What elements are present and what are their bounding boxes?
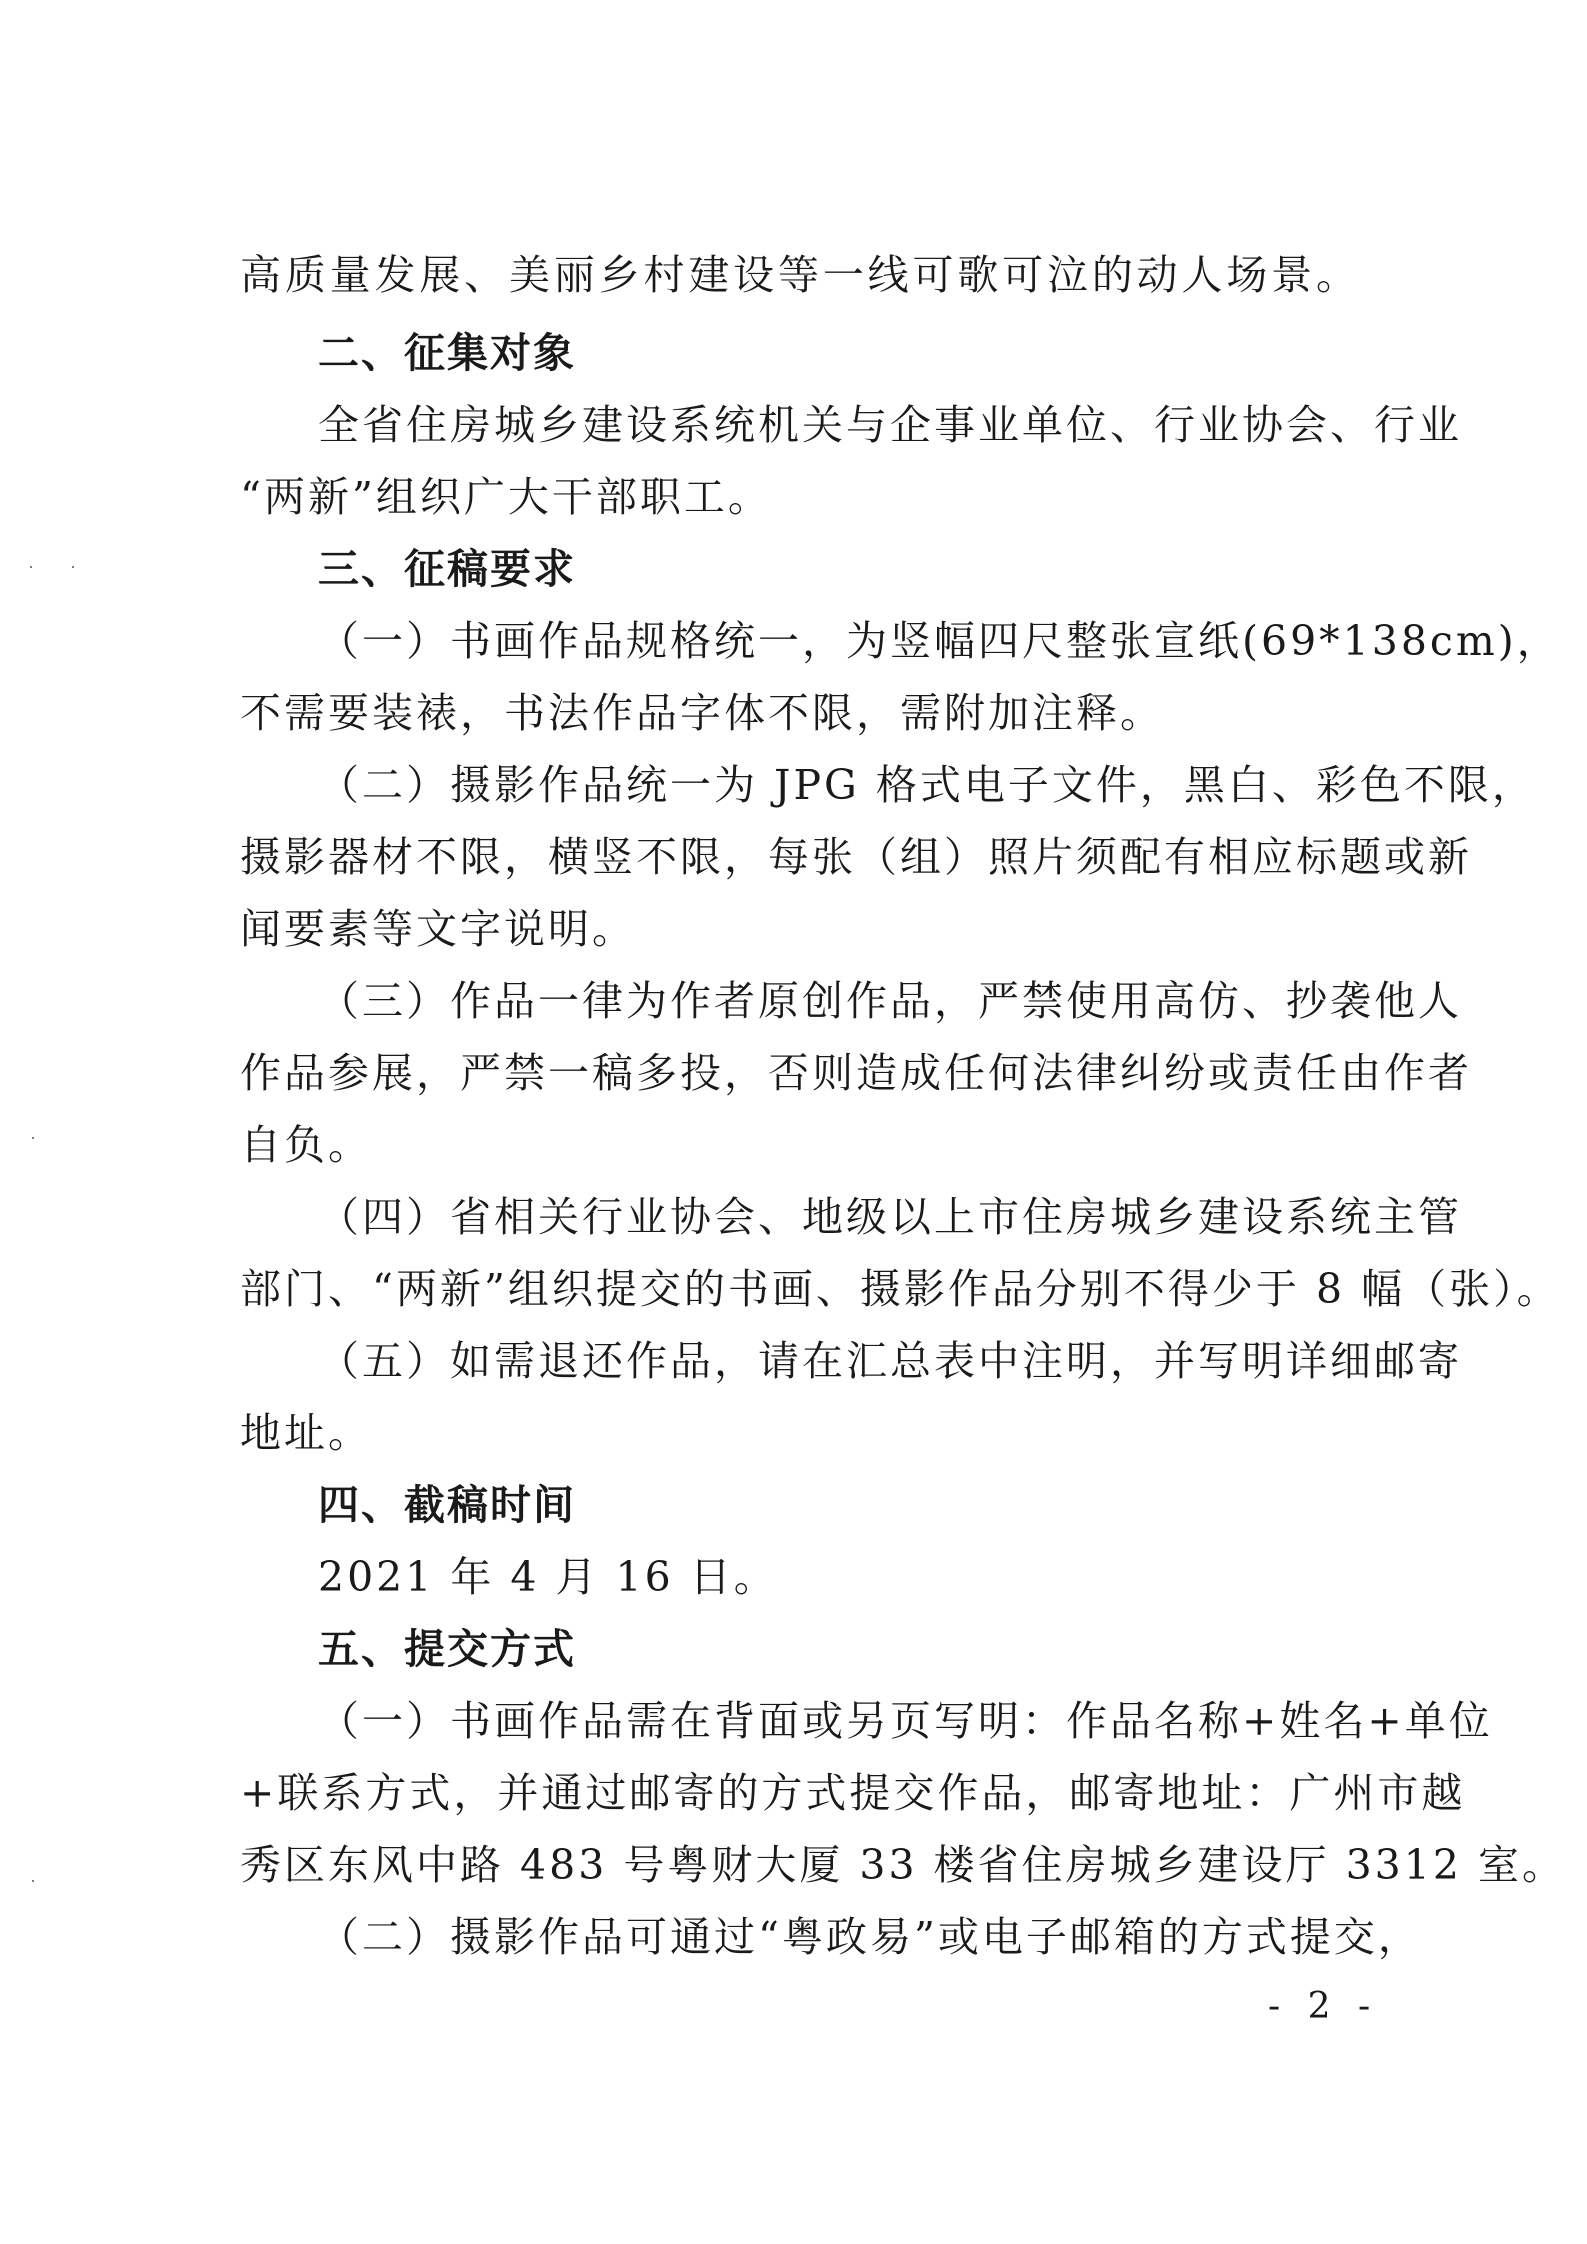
deadline-date: 2021 年 4 月 16 日。	[318, 1553, 778, 1601]
body-text-line: 地址。	[240, 1409, 372, 1457]
body-text-line: 作品参展，严禁一稿多投，否则造成任何法律纠纷或责任由作者	[240, 1049, 1472, 1097]
body-text-line: （一）书画作品需在背面或另页写明：作品名称+姓名+单位	[318, 1697, 1493, 1745]
body-text-line: 高质量发展、美丽乡村建设等一线可歌可泣的动人场景。	[240, 251, 1360, 299]
body-text-line: 部门、“两新”组织提交的书画、摄影作品分别不得少于 8 幅（张）。	[240, 1265, 1561, 1313]
body-text-line: 自负。	[240, 1121, 372, 1169]
body-text-line: （三）作品一律为作者原创作品，严禁使用高仿、抄袭他人	[318, 977, 1462, 1025]
section-heading: 五、提交方式	[318, 1625, 576, 1673]
page-number: - 2 -	[1268, 1986, 1379, 2027]
body-text-line: +联系方式，并通过邮寄的方式提交作品，邮寄地址：广州市越	[240, 1769, 1466, 1817]
scan-speck	[30, 566, 32, 568]
scan-speck	[32, 1880, 34, 1882]
body-text-line: 闻要素等文字说明。	[240, 905, 636, 953]
body-text-line: 摄影器材不限，横竖不限，每张（组）照片须配有相应标题或新	[240, 833, 1472, 881]
body-text-line: （五）如需退还作品，请在汇总表中注明，并写明详细邮寄	[318, 1337, 1462, 1385]
body-text-line: （一）书画作品规格统一，为竖幅四尺整张宣纸(69*138cm)，	[318, 617, 1561, 665]
section-heading: 四、截稿时间	[318, 1481, 576, 1529]
body-text-line: 全省住房城乡建设系统机关与企事业单位、行业协会、行业	[318, 401, 1462, 449]
body-text-line: （二）摄影作品可通过“粤政易”或电子邮箱的方式提交，	[318, 1913, 1422, 1961]
scan-speck	[72, 566, 74, 568]
body-text-line: （四）省相关行业协会、地级以上市住房城乡建设系统主管	[318, 1193, 1462, 1241]
body-text-line: （二）摄影作品统一为 JPG 格式电子文件，黑白、彩色不限，	[318, 761, 1536, 809]
body-text-line: 秀区东风中路 483 号粤财大厦 33 楼省住房城乡建设厅 3312 室。	[240, 1841, 1566, 1889]
body-text-line: “两新”组织广大干部职工。	[240, 473, 772, 521]
body-text-line: 不需要装裱，书法作品字体不限，需附加注释。	[240, 689, 1164, 737]
section-heading: 三、征稿要求	[318, 545, 576, 593]
scan-speck	[32, 1137, 34, 1139]
section-heading: 二、征集对象	[318, 329, 576, 377]
